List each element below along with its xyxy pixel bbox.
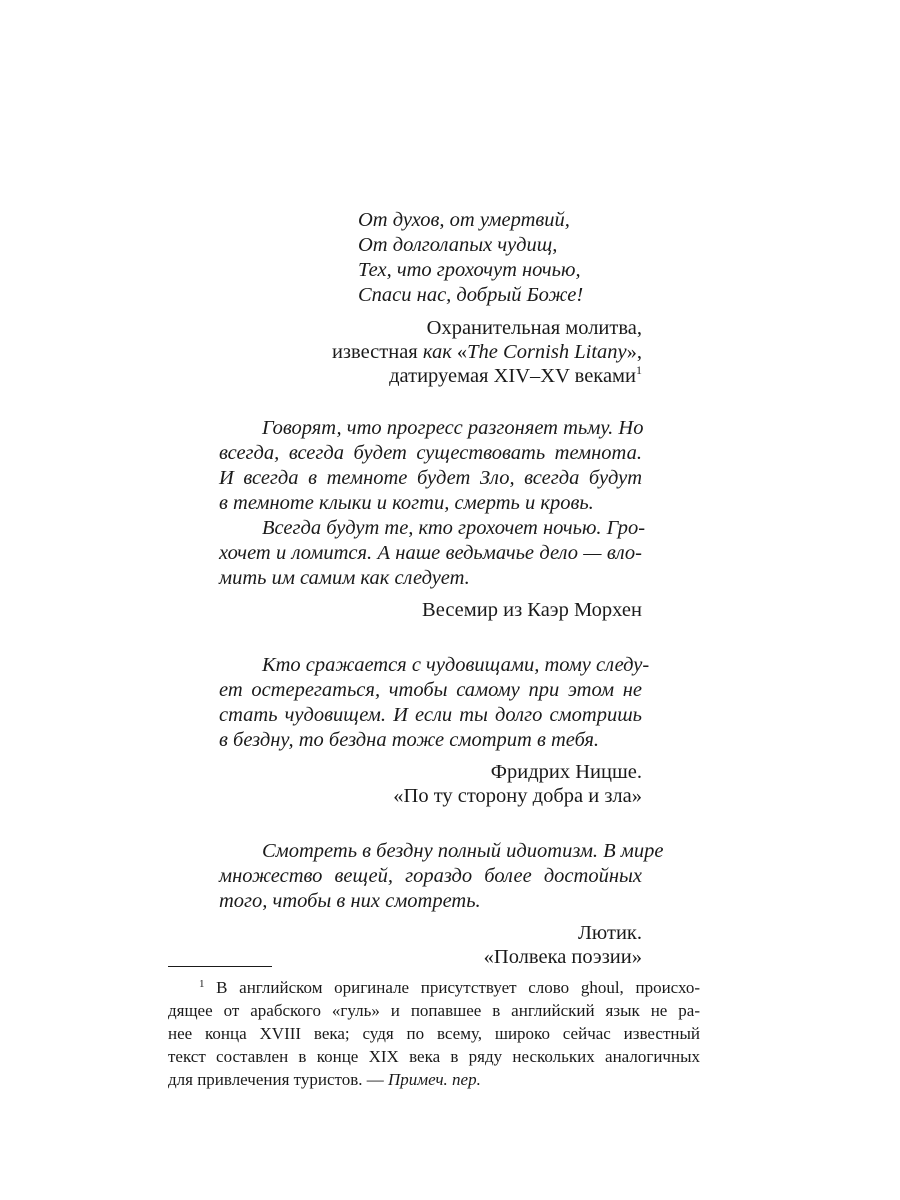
epigraph-attribution: Фридрих Ницше. [490, 761, 642, 783]
attribution-text: известная [331, 341, 423, 363]
footnote-line: текст составлен в конце XIX века в ряду нескольких аналогичных [168, 1047, 700, 1066]
attribution-quote-close: », [626, 341, 642, 363]
epigraph-line: множество вещей, гораздо более достойных [219, 865, 642, 887]
epigraph-line: Кто сражается с чудовищами, тому следу- [262, 654, 650, 676]
poem-line: Тех, что грохочут ночью, [358, 259, 581, 281]
epigraph-line: Всегда будут те, кто грохочет ночью. Гро- [262, 517, 646, 539]
footnote-text: для привлечения туристов. — [168, 1070, 388, 1089]
attribution-line: Охранительная молитва, [426, 317, 642, 339]
epigraph-line: хочет и ломится. А наше ведьмачье дело — вло- [219, 542, 642, 564]
attribution-line [389, 364, 642, 388]
footnote-line [168, 1069, 481, 1091]
translator-note: Примеч. пер. [388, 1070, 481, 1089]
attribution-line [332, 340, 642, 364]
litany-title: The Cornish Litany [467, 341, 627, 363]
epigraph-source: «Полвека поэзии» [483, 946, 642, 968]
epigraph-attribution: Лютик. [578, 922, 642, 944]
epigraph-source: «По ту сторону добра и зла» [393, 785, 642, 807]
poem-line: От духов, от умертвий, [358, 209, 570, 231]
epigraph-line: стать чудовищем. И если ты долго смотришь [219, 704, 642, 726]
footnote-divider [168, 966, 272, 967]
attribution-quote-open: « [451, 341, 468, 363]
poem-line: От долголапых чудищ, [358, 234, 558, 256]
epigraph-line: того, чтобы в них смотреть. [219, 890, 481, 912]
footnote-line: нее конца XVIII века; судя по всему, широко сейчас известный [168, 1024, 700, 1043]
footnote-line [199, 977, 700, 999]
epigraph-line: И всегда в темноте будет Зло, всегда будут [219, 467, 642, 489]
footnote-marker: 1 [199, 978, 205, 990]
epigraph-line: Смотреть в бездну полный идиотизм. В мире [262, 840, 664, 862]
footnote-reference: 1 [636, 363, 642, 377]
footnote-text: В английском оригинале присутствует слово ghoul, происхо- [204, 978, 700, 997]
epigraph-line: мить им самим как следует. [219, 567, 470, 589]
epigraph-line: всегда, всегда будет существовать темнота. [219, 442, 642, 464]
attribution-date: датируемая XIV–XV веками [389, 365, 636, 387]
poem-line: Спаси нас, добрый Боже! [358, 284, 584, 306]
epigraph-line: ет остерегаться, чтобы самому при этом не [219, 679, 642, 701]
epigraph-line: в бездну, то бездна тоже смотрит в тебя. [219, 729, 600, 751]
attribution-kak: как [422, 341, 452, 363]
epigraph-line: Говорят, что прогресс разгоняет тьму. Но [262, 417, 644, 439]
footnote-line: дящее от арабского «гуль» и попавшее в английский язык не ра- [168, 1001, 700, 1020]
epigraph-line: в темноте клыки и когти, смерть и кровь. [219, 492, 594, 514]
epigraph-attribution: Весемир из Каэр Морхен [422, 599, 642, 621]
